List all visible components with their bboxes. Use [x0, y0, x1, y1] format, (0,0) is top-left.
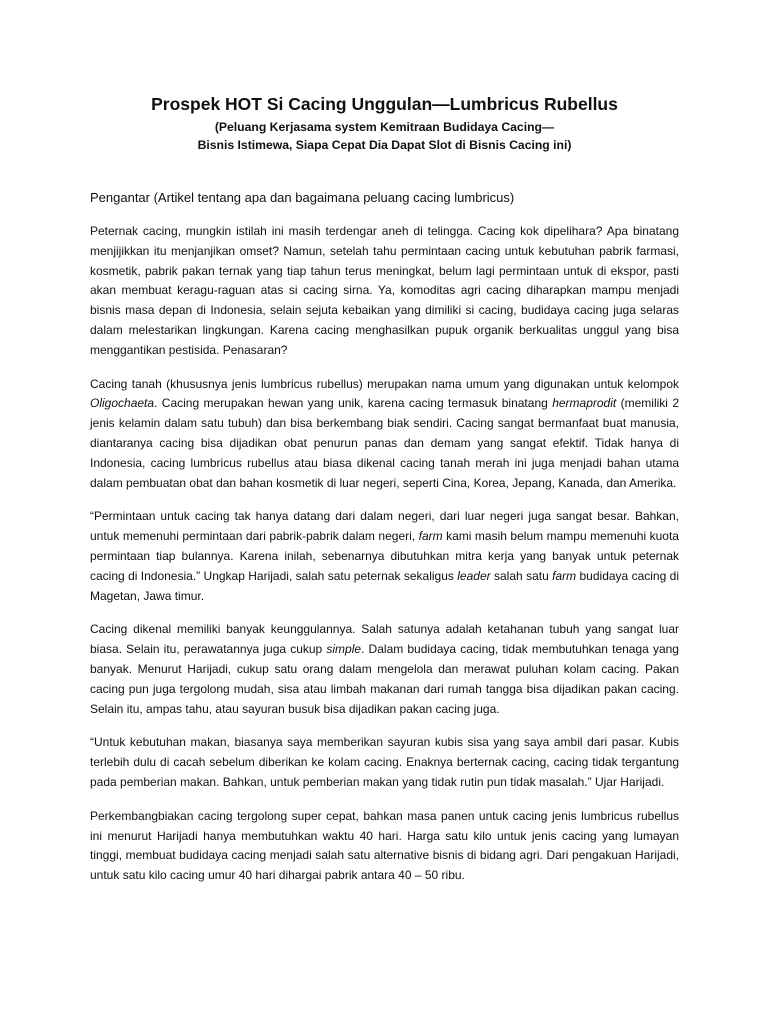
paragraph-3-text-b: kami masih belum mampu memenuhi kuota permintaan tiap bulannya. Karena inilah, sebenarnya dibutuhkan mitra kerja yang banyak untuk peternak cacing di Indonesia.” Ungkap Harijadi, salah satu peternak sekaligus [90, 529, 679, 583]
paragraph-3-text-c: salah satu [490, 568, 553, 583]
paragraph-2-text-c: (memiliki 2 jenis kelamin dalam satu tubuh) dan bisa berkembang biak sendiri. Cacing sangat bermanfaat buat manusia, diantaranya cacing bisa dijadikan obat penurun panas dan demam yang sangat efektif. Tidak hanya di Indonesia, cacing lumbricus rubellus atau biasa dikenal cacing tanah merah ini juga menjadi bahan utama dalam pembuatan obat dan bahan kosmetik di luar negeri, seperti Cina, Korea, Jepang, Kanada, dan Amerika. [90, 396, 680, 490]
subtitle-line-1: (Peluang Kerjasama system Kemitraan Budidaya Cacing— [214, 120, 555, 134]
paragraph-4-italic-1: simple [326, 642, 362, 657]
paragraph-1: Peternak cacing, mungkin istilah ini masih terdengar aneh di telingga. Cacing kok dipelihara? Apa binatang menjijikkan itu menjanjikan omset? Namun, setelah tahu permintaan cacing untuk kebutuhan pabrik farmasi, kosmetik, pabrik pakan ternak yang tiap tahun terus meningkat, belum lagi permintaan untuk di ekspor, pasti akan membuat keragu-raguan atas si cacing sirna. Ya, komoditas agri cacing diharapkan mampu menjadi bisnis masa depan di Indonesia, selain sejuta kebaikan yang dimiliki si cacing, budidaya cacing juga selaras dalam melestarikan lingkungan. Karena cacing menghasilkan pupuk organik berkualitas unggul yang bisa menggantikan pestisida. Penasaran? [90, 224, 679, 357]
paragraph-2-text-b: . Cacing merupakan hewan yang unik, karena cacing termasuk binatang [154, 396, 553, 411]
paragraph-3-text-a: “Permintaan untuk cacing tak hanya datang dari dalam negeri, dari luar negeri juga sangat besar. Bahkan, untuk memenuhi permintaan dari pabrik-pabrik dalam negeri, [90, 509, 679, 544]
paragraph-2-italic-1: Oligochaeta [90, 396, 155, 411]
subtitle-line-2: Bisnis Istimewa, Siapa Cepat Dia Dapat Slot di Bisnis Cacing ini) [197, 138, 572, 152]
document-page [90, 92, 679, 886]
intro-heading: Pengantar (Artikel tentang apa dan bagaimana peluang cacing lumbricus) [90, 190, 515, 205]
paragraph-3-italic-3: farm [552, 568, 577, 583]
page-title: Prospek HOT Si Cacing Unggulan—Lumbricus Rubellus [151, 94, 618, 114]
paragraph-2 [90, 375, 679, 494]
paragraph-3-italic-2: leader [457, 568, 491, 583]
page-subtitle [90, 118, 679, 154]
paragraph-3 [90, 507, 679, 606]
paragraph-2-italic-2: hermaprodit [552, 396, 617, 411]
paragraph-4-text-b: . Dalam budidaya cacing, tidak membutuhkan tenaga yang banyak. Menurut Harijadi, cukup satu orang dalam mengelola dan merawat puluhan kolam cacing. Pakan cacing pun juga tergolong mudah, sisa atau limbah makanan dari rumah tangga bisa dijadikan pakan cacing. Selain itu, ampas tahu, atau sayuran busuk bisa dijadikan pakan cacing juga. [90, 642, 679, 716]
paragraph-5: “Untuk kebutuhan makan, biasanya saya memberikan sayuran kubis sisa yang saya ambil dari pasar. Kubis terlebih dulu di cacah sebelum diberikan ke kolam cacing. Enaknya berternak cacing, cacing tidak tergantung pada pemberian makan. Bahkan, untuk pemberian makan yang tidak rutin pun tidak masalah.” Ujar Harijadi. [90, 735, 679, 789]
paragraph-3-text-d: budidaya cacing di Magetan, Jawa timur. [90, 568, 679, 603]
paragraph-6: Perkembangbiakan cacing tergolong super cepat, bahkan masa panen untuk cacing jenis lumbricus rubellus ini menurut Harijadi hanya membutuhkan waktu 40 hari. Harga satu kilo untuk jenis cacing yang lumayan tinggi, membuat budidaya cacing menjadi salah satu alternative bisnis di bidang agri. Dari pengakuan Harijadi, untuk satu kilo cacing umur 40 hari dihargai pabrik antara 40 – 50 ribu. [90, 808, 679, 883]
paragraph-4-text-a: Cacing dikenal memiliki banyak keunggulannya. Salah satunya adalah ketahanan tubuh yang sangat luar biasa. Selain itu, perawatannya juga cukup [90, 622, 679, 657]
paragraph-3-italic-1: farm [418, 529, 443, 544]
paragraph-4 [90, 620, 679, 719]
paragraph-2-text-a: Cacing tanah (khususnya jenis lumbricus rubellus) merupakan nama umum yang digunakan untuk kelompok [90, 376, 679, 391]
